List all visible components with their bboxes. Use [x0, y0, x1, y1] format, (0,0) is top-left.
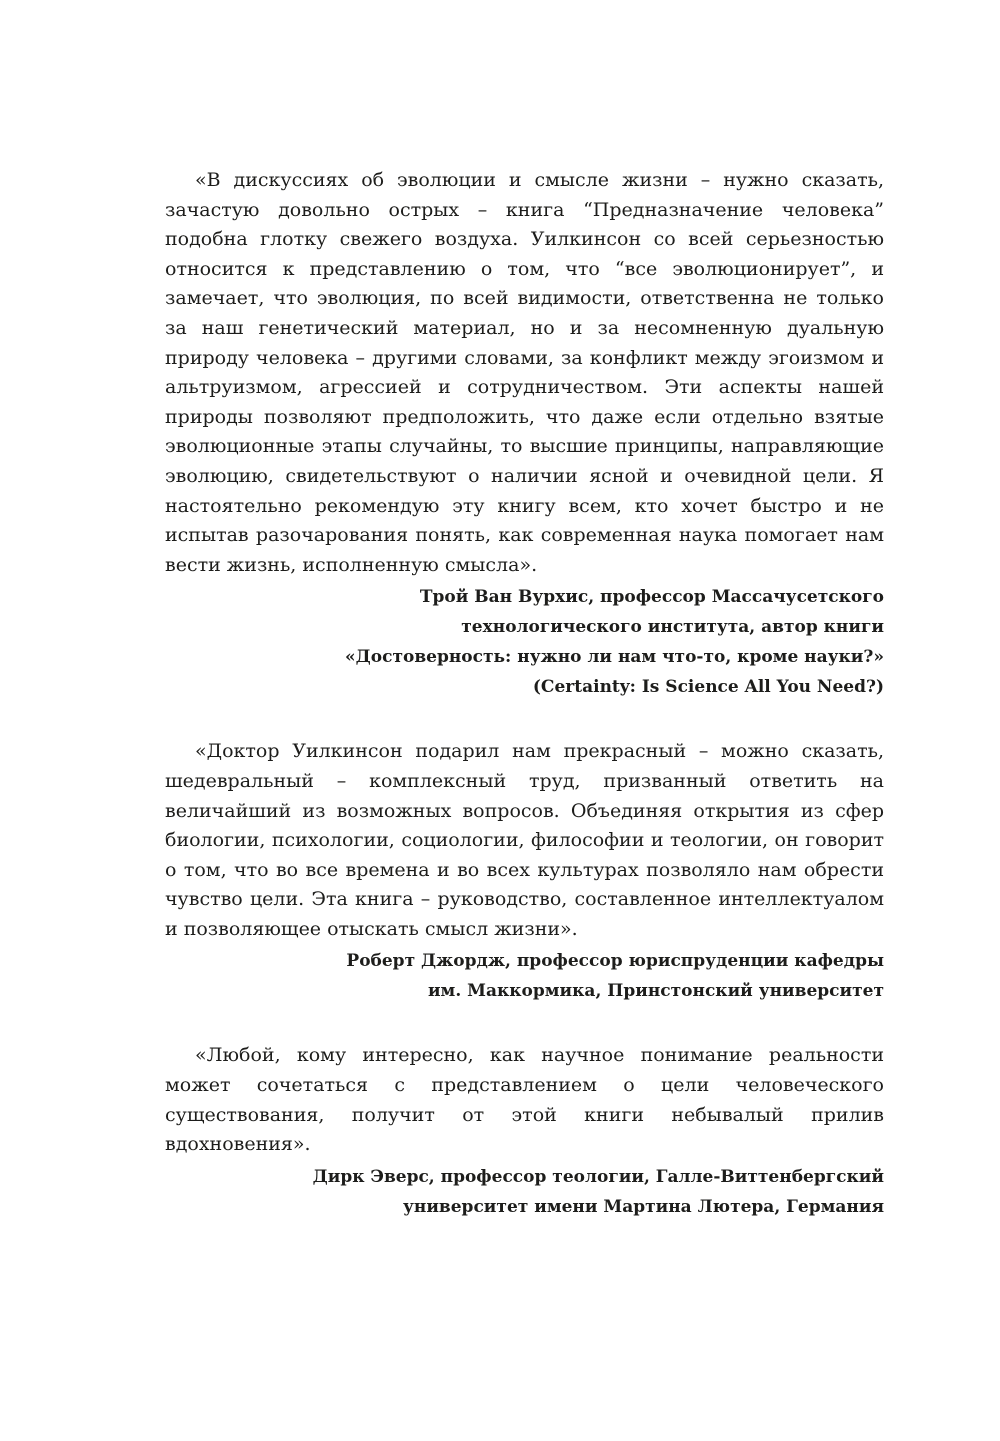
attribution-line: Роберт Джордж, профессор юриспруденции кафедры — [346, 951, 884, 972]
endorsement-attribution — [165, 582, 884, 702]
attribution-line: университет имени Мартина Лютера, Германия — [403, 1196, 884, 1217]
attribution-line: (Certainty: Is Science All You Need?) — [532, 677, 884, 698]
endorsement-van-voorhees — [165, 166, 884, 702]
endorsement-quote: «В дискуссиях об эволюции и смысле жизни – нужно сказать, зачастую довольно острых – книга “Предназначение человека” подобна глотку свежего воздуха. Уилкинсон со всей серьезностью относится к представлению о том, что “все эволюционирует”, и замечает, что эволюция, по всей видимости, ответственна не только за наш генетический материал, но и за несомненную дуальную природу человека – другими словами, за конфликт между эгоизмом и альтруизмом, агрессией и сотрудничеством. Эти аспекты нашей природы позволяют предположить, что даже если отдельно взятые эволюционные этапы случайны, то высшие принципы, направляющие эволюцию, свидетельствуют о наличии ясной и очевидной цели. Я настоятельно рекомендую эту книгу всем, кто хочет быстро и не испытав разочарования понять, как современная наука помогает нам вести жизнь, исполненную смысла». — [165, 169, 884, 576]
endorsement-attribution — [165, 1162, 884, 1222]
attribution-line: «Достоверность: нужно ли нам что-то, кроме науки?» — [345, 647, 884, 668]
endorsement-george — [165, 737, 884, 1006]
endorsement-attribution — [165, 946, 884, 1006]
attribution-line: Дирк Эверс, профессор теологии, Галле-Виттенбергский — [312, 1166, 884, 1187]
attribution-line: им. Маккормика, Принстонский университет — [427, 981, 884, 1002]
attribution-line: Трой Ван Вурхис, профессор Массачусетского — [419, 587, 884, 608]
endorsement-quote: «Любой, кому интересно, как научное понимание реальности может сочетаться с представлением о цели человеческого существования, получит от этой книги небывалый прилив вдохновения». — [165, 1044, 884, 1156]
attribution-line: технологического института, автор книги — [461, 617, 884, 638]
endorsements — [165, 166, 884, 1222]
endorsement-evers — [165, 1041, 884, 1221]
endorsement-quote: «Доктор Уилкинсон подарил нам прекрасный – можно сказать, шедевральный – комплексный труд, призванный ответить на величайший из возможных вопросов. Объединяя открытия из сфер биологии, психологии, социологии, философии и теологии, он говорит о том, что во все времена и во всех культурах позволяло нам обрести чувство цели. Эта книга – руководство, составленное интеллектуалом и позволяющее отыскать смысл жизни». — [165, 740, 884, 940]
